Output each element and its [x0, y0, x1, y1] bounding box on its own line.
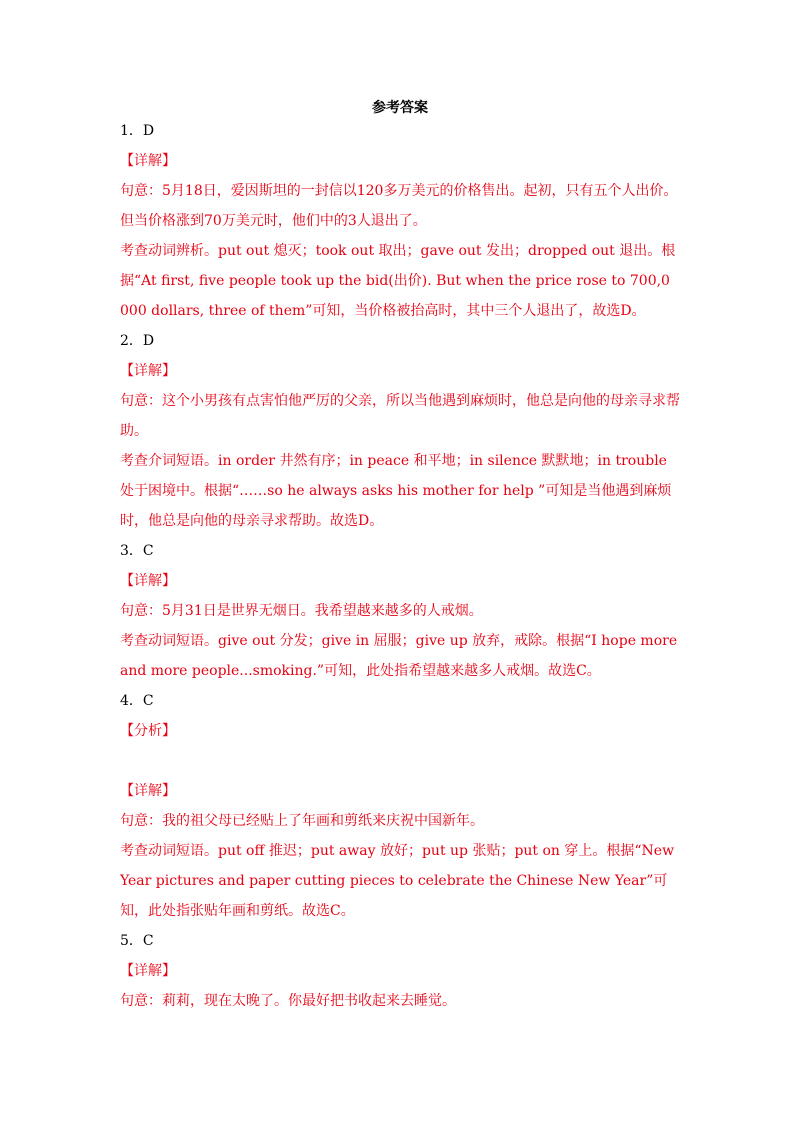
explanation-line: 考查介词短语。in order 井然有序；in peace 和平地；in silence 默默地；in trouble 处于困境中。根据“……so he always asks his mother for help ”可知是当他遇到麻烦时，他总是向他的母亲寻求帮助。故选D。: [120, 453, 672, 529]
answer-number: 1．D: [120, 123, 155, 139]
section-label: 【分析】: [120, 723, 176, 739]
explanation-line: 句意：5月31日是世界无烟日。我希望越来越多的人戒烟。: [120, 603, 483, 619]
answer-number: 4．C: [120, 693, 154, 709]
section-label: 【详解】: [120, 573, 176, 589]
explanation-line: 句意：莉莉，现在太晚了。你最好把书收起来去睡觉。: [120, 993, 456, 1009]
section-label: 【详解】: [120, 153, 176, 169]
explanation-line: 考查动词短语。give out 分发；give in 屈服；give up 放弃，戒除。根据“I hope more and more people...smoking.”可知，此处指希望越来越多人戒烟。故选C。: [120, 633, 678, 679]
answer-number: 3．C: [120, 543, 154, 559]
answer-number: 2．D: [120, 333, 155, 349]
explanation-line: 考查动词短语。put off 推迟；put away 放好；put up 张贴；put on 穿上。根据“New Year pictures and paper cutting pieces to celebrate the Chinese New Year”可知，此处指张贴年画和剪纸。故选C。: [120, 843, 675, 919]
section-label: 【详解】: [120, 363, 176, 379]
answer-content: [120, 116, 685, 1016]
answer-number: 5．C: [120, 933, 154, 949]
blank-space: [120, 746, 685, 776]
explanation-line: 考查动词辨析。put out 熄灭；took out 取出；gave out 发出；dropped out 退出。根据“At first, five people took up the bid(出价). But when the price rose to 700,0 000 dollars, three of them”可知，当价格被抬高时，其中三个人退出了，故选D。: [120, 243, 676, 319]
explanation-line: 句意：我的祖父母已经贴上了年画和剪纸来庆祝中国新年。: [120, 813, 484, 829]
page-title: 参考答案: [372, 100, 428, 116]
section-label: 【详解】: [120, 963, 176, 979]
section-label: 【详解】: [120, 783, 176, 799]
explanation-line: 句意：5月18日，爱因斯坦的一封信以120多万美元的价格售出。起初，只有五个人出价。但当价格涨到70万美元时，他们中的3人退出了。: [120, 183, 678, 229]
explanation-line: 句意：这个小男孩有点害怕他严厉的父亲，所以当他遇到麻烦时，他总是向他的母亲寻求帮助。: [120, 393, 680, 439]
